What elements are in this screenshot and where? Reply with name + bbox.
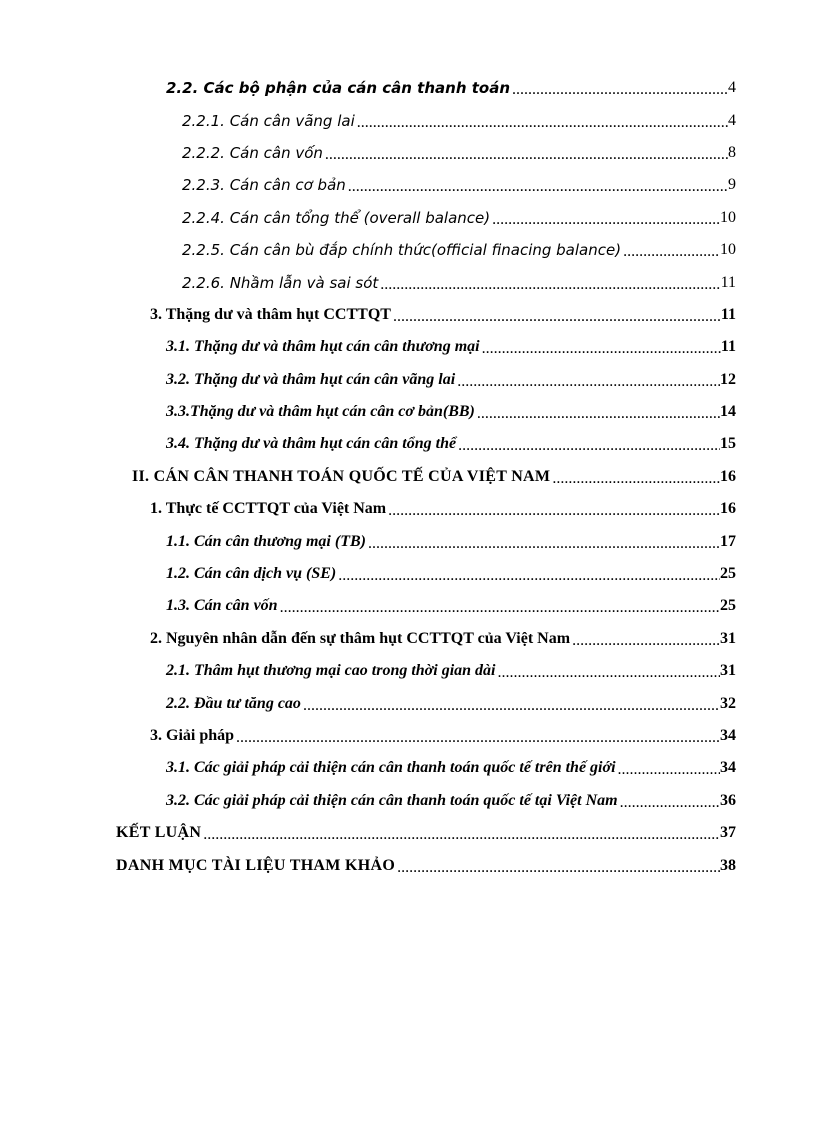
toc-entry-title: 1. Thực tế CCTTQT của Việt Nam xyxy=(150,500,387,518)
toc-dot-leader xyxy=(623,244,720,260)
toc-dot-leader xyxy=(482,341,721,357)
toc-entry-title: 2.2. Các bộ phận của cán cân thanh toán xyxy=(166,79,511,98)
toc-entry-title: II. CÁN CÂN THANH TOÁN QUỐC TẾ CỦA VIỆT NAM xyxy=(132,467,551,485)
toc-entry-title: 3.1. Các giải pháp cải thiện cán cân thanh toán quốc tế trên thế giới xyxy=(166,759,616,777)
toc-entry-page: 31 xyxy=(720,629,736,647)
toc-entry-title: 3. Thặng dư và thâm hụt CCTTQT xyxy=(150,305,391,323)
toc-entry-page: 11 xyxy=(720,305,736,323)
toc-entry-page: 25 xyxy=(720,565,736,583)
toc-entry[interactable] xyxy=(0,331,816,363)
toc-entry[interactable] xyxy=(0,817,816,849)
toc-entry-title: DANH MỤC TÀI LIỆU THAM KHẢO xyxy=(116,856,396,874)
toc-entry[interactable] xyxy=(0,234,816,266)
toc-entry[interactable] xyxy=(0,428,816,460)
toc-entry[interactable] xyxy=(0,72,816,104)
toc-entry-title: 3.1. Thặng dư và thâm hụt cán cân thương mại xyxy=(166,338,480,356)
toc-dot-leader xyxy=(280,600,720,616)
toc-dot-leader xyxy=(552,471,720,487)
toc-entry-page: 25 xyxy=(720,597,736,615)
toc-entry[interactable] xyxy=(0,720,816,752)
toc-dot-leader xyxy=(236,730,720,746)
toc-entry[interactable] xyxy=(0,785,816,817)
toc-dot-leader xyxy=(203,827,720,843)
toc-entry[interactable] xyxy=(0,752,816,784)
toc-entry-title: 2. Nguyên nhân dẫn đến sự thâm hụt CCTTQT của Việt Nam xyxy=(150,629,571,647)
toc-entry[interactable] xyxy=(0,137,816,169)
toc-entry-page: 16 xyxy=(720,467,736,485)
toc-entry-title: 2.2. Đầu tư tăng cao xyxy=(166,694,301,712)
toc-dot-leader xyxy=(458,438,720,454)
toc-entry-page: 15 xyxy=(720,435,736,453)
toc-entry[interactable] xyxy=(0,493,816,525)
toc-entry-page: 10 xyxy=(720,208,736,226)
toc-entry-page: 4 xyxy=(728,79,736,97)
toc-entry[interactable] xyxy=(0,266,816,298)
toc-entry[interactable] xyxy=(0,849,816,881)
toc-entry-page: 12 xyxy=(720,370,736,388)
toc-entry-title: 2.2.6. Nhầm lẫn và sai sót xyxy=(182,273,379,292)
toc-entry-title: 2.2.2. Cán cân vốn xyxy=(182,143,323,162)
toc-entry-page: 14 xyxy=(720,403,736,421)
toc-entry-page: 36 xyxy=(720,791,736,809)
toc-entry-page: 11 xyxy=(720,273,736,291)
toc-entry-page: 11 xyxy=(720,338,736,356)
toc-entry[interactable] xyxy=(0,525,816,557)
toc-entry-title: 3.2. Các giải pháp cải thiện cán cân thanh toán quốc tế tại Việt Nam xyxy=(166,791,618,809)
toc-entry-title: 2.2.1. Cán cân vãng lai xyxy=(182,111,355,130)
toc-dot-leader xyxy=(492,212,720,228)
toc-entry-page: 4 xyxy=(728,111,736,129)
toc-entry-title: KẾT LUẬN xyxy=(116,824,202,842)
toc-dot-leader xyxy=(338,568,720,584)
toc-dot-leader xyxy=(457,374,720,390)
toc-entry-page: 31 xyxy=(720,662,736,680)
toc-entry-title: 1.3. Cán cân vốn xyxy=(166,597,278,615)
toc-entry-title: 3.4. Thặng dư và thâm hụt cán cân tổng thể xyxy=(166,435,457,453)
toc-entry[interactable] xyxy=(0,687,816,719)
toc-entry[interactable] xyxy=(0,169,816,201)
toc-entry-page: 17 xyxy=(720,532,736,550)
toc-entry-page: 9 xyxy=(728,176,736,194)
toc-dot-leader xyxy=(498,665,721,681)
toc-dot-leader xyxy=(393,309,721,325)
toc-dot-leader xyxy=(357,115,728,131)
toc-entry-page: 38 xyxy=(720,856,736,874)
toc-entry[interactable] xyxy=(0,461,816,493)
toc-dot-leader xyxy=(325,147,728,163)
toc-entry-title: 1.1. Cán cân thương mại (TB) xyxy=(166,532,366,550)
toc-entry-title: 3. Giải pháp xyxy=(150,727,235,744)
toc-entry[interactable] xyxy=(0,558,816,590)
toc-entry-title: 3.3.Thặng dư và thâm hụt cán cân cơ bản(BB) xyxy=(166,403,475,421)
toc-entry[interactable] xyxy=(0,623,816,655)
table-of-contents xyxy=(0,72,816,882)
toc-entry[interactable] xyxy=(0,590,816,622)
toc-entry-title: 1.2. Cán cân dịch vụ (SE) xyxy=(166,565,337,583)
toc-dot-leader xyxy=(572,633,720,649)
toc-entry[interactable] xyxy=(0,299,816,331)
toc-entry-page: 34 xyxy=(720,759,736,777)
toc-dot-leader xyxy=(368,536,720,552)
toc-entry-title: 2.1. Thâm hụt thương mại cao trong thời gian dài xyxy=(166,662,496,680)
toc-entry[interactable] xyxy=(0,202,816,234)
toc-entry-page: 16 xyxy=(720,500,736,518)
toc-dot-leader xyxy=(397,860,720,876)
toc-entry[interactable] xyxy=(0,396,816,428)
toc-dot-leader xyxy=(618,762,720,778)
toc-dot-leader xyxy=(380,277,720,293)
toc-dot-leader xyxy=(303,698,720,714)
toc-dot-leader xyxy=(477,406,720,422)
toc-dot-leader xyxy=(512,82,728,98)
toc-dot-leader xyxy=(620,795,720,811)
toc-entry[interactable] xyxy=(0,655,816,687)
toc-entry-page: 8 xyxy=(728,143,736,161)
toc-entry-page: 10 xyxy=(720,241,736,259)
toc-dot-leader xyxy=(388,503,720,519)
toc-entry-page: 32 xyxy=(720,694,736,712)
toc-entry-page: 34 xyxy=(720,727,736,744)
toc-entry-page: 37 xyxy=(720,824,736,842)
toc-entry-title: 2.2.3. Cán cân cơ bản xyxy=(182,176,346,195)
toc-entry-title: 2.2.4. Cán cân tổng thể (overall balance) xyxy=(182,208,491,227)
toc-entry[interactable] xyxy=(0,104,816,136)
toc-dot-leader xyxy=(348,179,728,195)
toc-entry[interactable] xyxy=(0,364,816,396)
toc-entry-title: 3.2. Thặng dư và thâm hụt cán cân vãng lai xyxy=(166,370,456,388)
toc-entry-title: 2.2.5. Cán cân bù đắp chính thức(official finacing balance) xyxy=(182,241,622,260)
